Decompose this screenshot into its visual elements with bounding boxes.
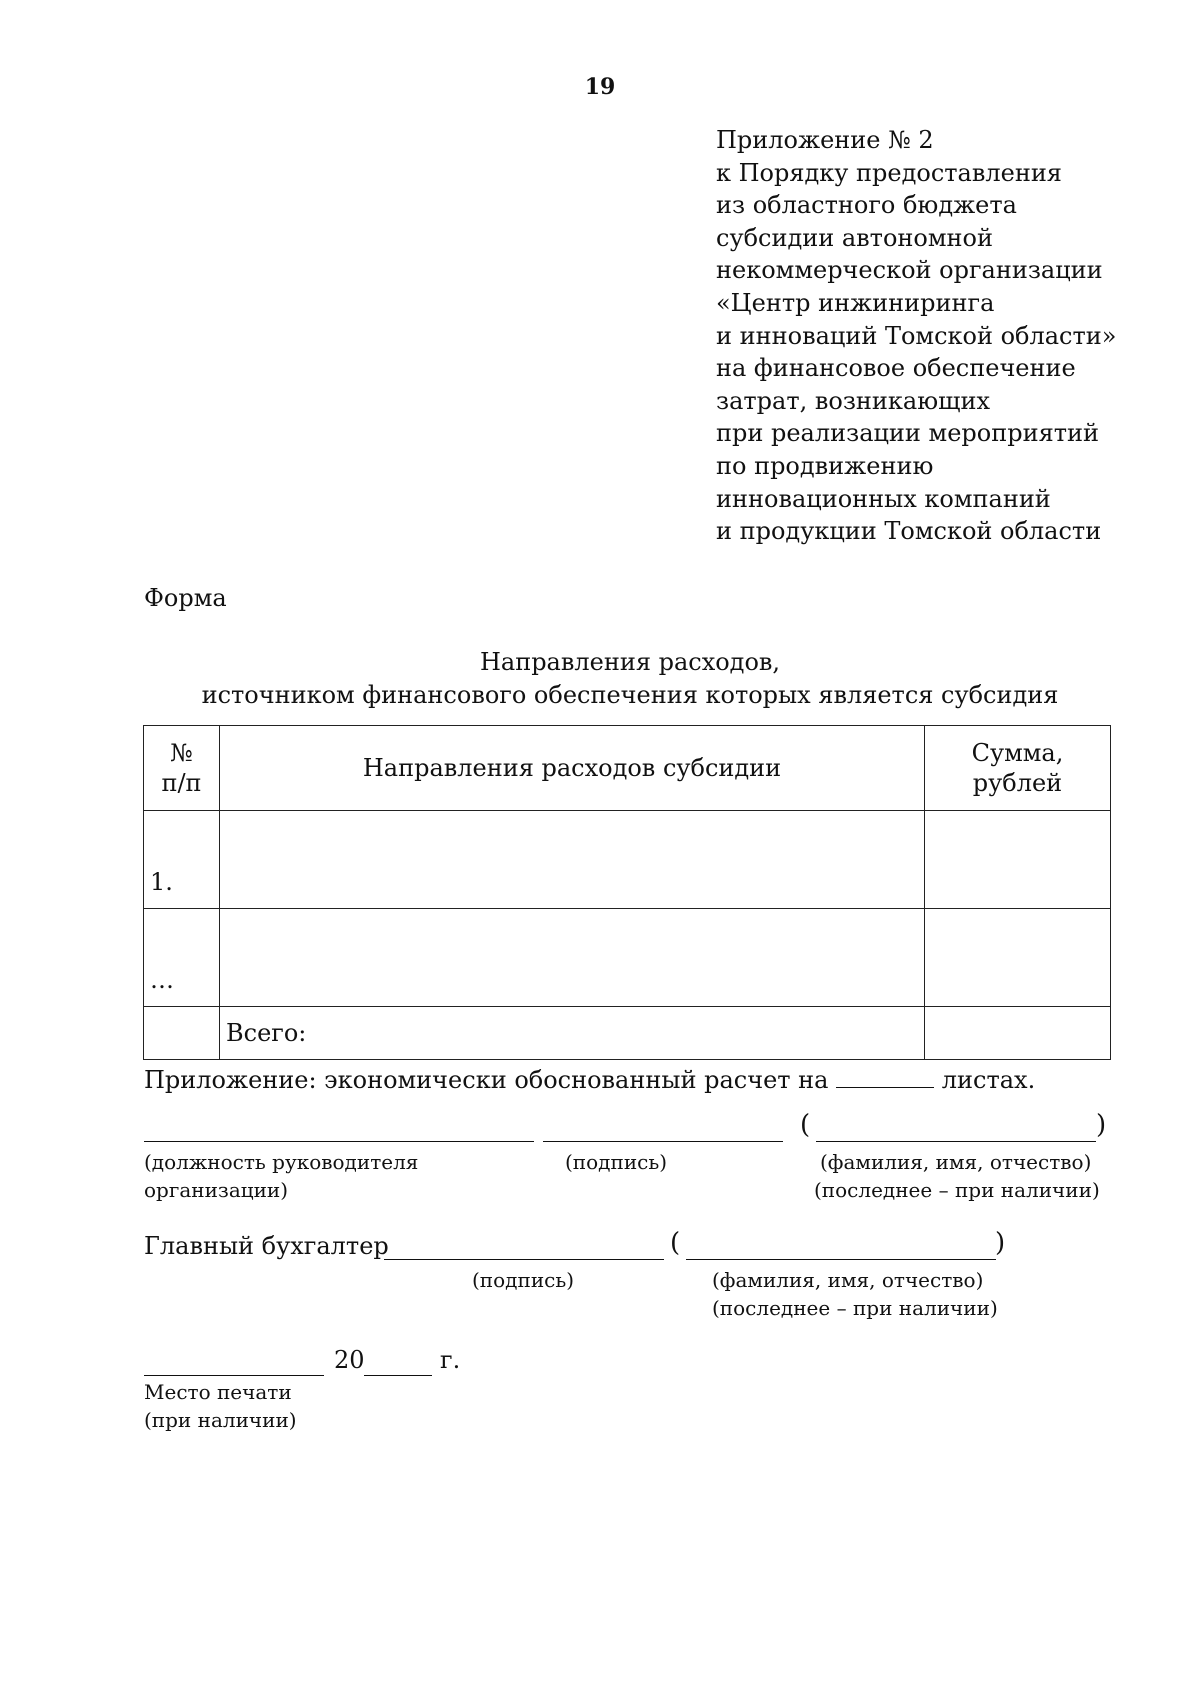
head-position-caption <box>144 1148 418 1204</box>
total-num <box>144 1007 220 1060</box>
table-total-row <box>144 1007 1111 1060</box>
head-signature-caption: (подпись) <box>565 1150 668 1174</box>
row-direction[interactable] <box>220 909 925 1007</box>
appendix-line: по продвижению <box>716 451 934 480</box>
appendix-line: на финансовое обеспечение <box>716 354 1076 383</box>
appendix-line: и инноваций Томской области» <box>716 321 1117 350</box>
accountant-signature-blank[interactable] <box>384 1258 664 1260</box>
attachment-prefix: Приложение: экономически обоснованный расчет на <box>144 1066 829 1094</box>
accountant-fio-line1: (фамилия, имя, отчество) <box>712 1268 984 1292</box>
header-direction: Направления расходов субсидии <box>220 726 925 811</box>
sheets-count-blank[interactable] <box>836 1086 934 1088</box>
header-sum <box>925 726 1111 811</box>
row-sum[interactable] <box>925 909 1111 1007</box>
appendix-header <box>716 124 1186 548</box>
head-fio-line1: (фамилия, имя, отчество) <box>820 1150 1092 1174</box>
stamp-caption <box>144 1378 297 1434</box>
year-blank[interactable] <box>364 1374 432 1376</box>
header-num-line1: № <box>170 739 193 767</box>
row-direction[interactable] <box>220 811 925 909</box>
appendix-line: Приложение № 2 <box>716 126 934 154</box>
year-suffix: г. <box>440 1346 461 1374</box>
appendix-line: из областного бюджета <box>716 191 1017 220</box>
head-fio-close-paren: ) <box>1096 1110 1107 1140</box>
appendix-line: субсидии автономной <box>716 223 993 252</box>
row-sum[interactable] <box>925 811 1111 909</box>
accountant-fio-close-paren: ) <box>995 1228 1006 1258</box>
head-fio-blank[interactable] <box>816 1140 1096 1142</box>
accountant-fio-open-paren: ( <box>670 1228 681 1258</box>
head-position-line1: (должность руководителя <box>144 1150 419 1174</box>
header-sum-line2: рублей <box>972 769 1063 797</box>
accountant-fio-caption <box>712 1266 998 1322</box>
form-label: Форма <box>144 584 227 612</box>
appendix-line: «Центр инжиниринга <box>716 288 995 317</box>
stamp-line2: (при наличии) <box>144 1408 297 1432</box>
date-blank[interactable] <box>144 1374 324 1376</box>
total-sum[interactable] <box>925 1007 1111 1060</box>
head-fio-caption <box>814 1148 1100 1204</box>
appendix-line: некоммерческой организации <box>716 256 1103 285</box>
appendix-line: затрат, возникающих <box>716 386 990 415</box>
accountant-fio-blank[interactable] <box>686 1258 996 1260</box>
attachment-line <box>144 1066 1035 1094</box>
page-number: 19 <box>584 74 616 100</box>
appendix-line: к Порядку предоставления <box>716 158 1062 187</box>
accountant-fio-line2: (последнее – при наличии) <box>712 1296 998 1320</box>
accountant-signature-caption: (подпись) <box>472 1268 575 1292</box>
table-row <box>144 811 1111 909</box>
row-num: … <box>144 909 220 1007</box>
table-row <box>144 909 1111 1007</box>
total-label: Всего: <box>220 1007 925 1060</box>
header-sum-line1: Сумма, <box>971 739 1064 767</box>
head-fio-open-paren: ( <box>800 1110 811 1140</box>
chief-accountant-label: Главный бухгалтер <box>144 1232 389 1260</box>
stamp-line1: Место печати <box>144 1380 292 1404</box>
title-line-2: источником финансового обеспечения которых является субсидия <box>201 681 1059 709</box>
head-signature-blank[interactable] <box>543 1140 783 1142</box>
expenses-table <box>143 725 1111 1060</box>
year-prefix: 20 <box>334 1346 365 1374</box>
appendix-line: инновационных компаний <box>716 484 1051 513</box>
title-line-1: Направления расходов, <box>479 648 781 676</box>
head-position-line2: организации) <box>144 1178 289 1202</box>
attachment-suffix: листах. <box>941 1066 1036 1094</box>
row-num: 1. <box>144 811 220 909</box>
document-title <box>0 646 1200 712</box>
head-fio-line2: (последнее – при наличии) <box>814 1178 1100 1202</box>
appendix-line: при реализации мероприятий <box>716 419 1100 448</box>
header-num <box>144 726 220 811</box>
head-position-blank[interactable] <box>144 1140 534 1142</box>
table-header-row <box>144 726 1111 811</box>
appendix-line: и продукции Томской области <box>716 517 1102 546</box>
header-num-line2: п/п <box>161 769 202 797</box>
